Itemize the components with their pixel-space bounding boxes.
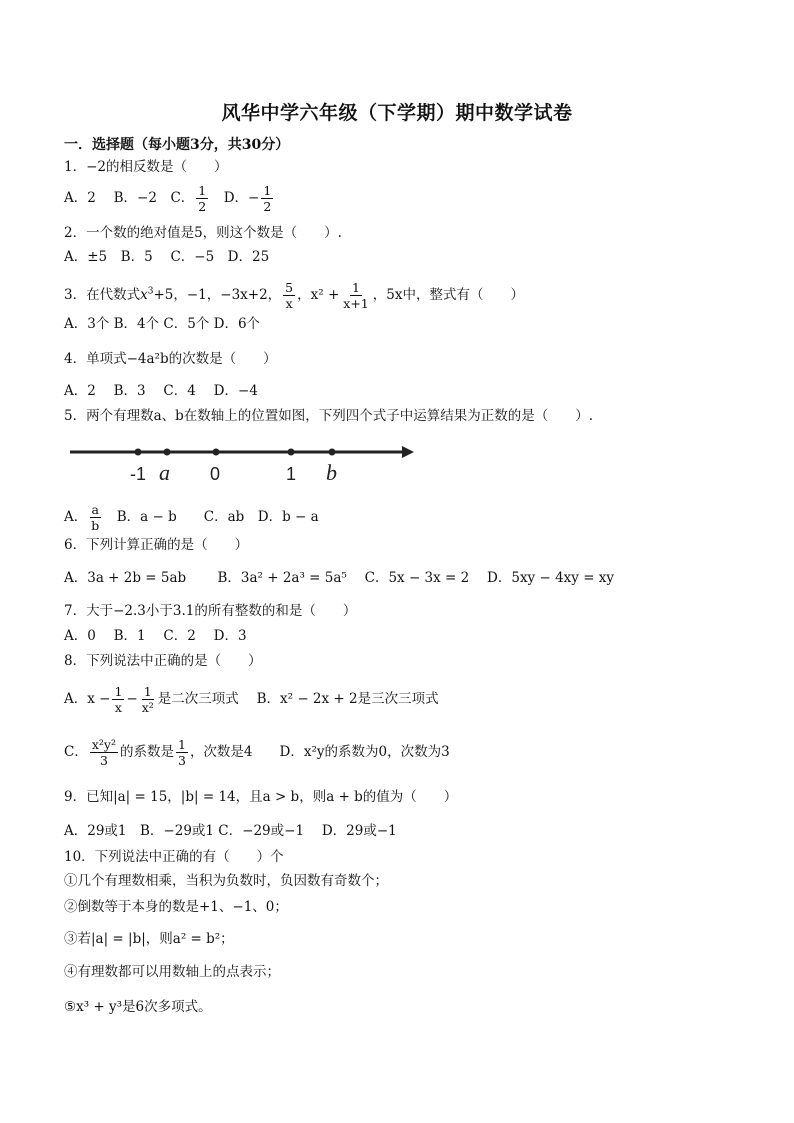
q8-stem: 8．下列说法中正确的是（ ） — [64, 653, 262, 669]
q8-options-ab — [64, 684, 439, 715]
point-a — [164, 449, 171, 456]
label-1: 1 — [286, 464, 297, 484]
frac-num: a — [91, 502, 99, 517]
q6-stem: 6．下列计算正确的是（ ） — [64, 537, 249, 553]
frac-den: 2 — [263, 199, 272, 214]
number-line-figure — [64, 436, 424, 488]
q1-options — [64, 183, 275, 214]
q3-stem-b: +5，−1，−3x+2， — [153, 287, 282, 303]
q4-stem: 4．单项式−4a²b的次数是（ ） — [64, 351, 277, 367]
q1-stem: 1．−2的相反数是（ ） — [64, 159, 228, 175]
frac-den: 2 — [198, 199, 207, 214]
frac-num: 1 — [114, 684, 123, 699]
q7-stem: 7．大于−2.3小于3.1的所有整数的和是（ ） — [64, 603, 357, 619]
q10-item-4: ④有理数都可以用数轴上的点表示； — [64, 964, 280, 980]
point-1 — [288, 449, 295, 456]
q5-option-a: A． — [64, 509, 88, 525]
section-heading: 一．选择题（每小题3分，共30分） — [64, 137, 290, 153]
page-title: 风华中学六年级（下学期）期中数学试卷 — [221, 102, 573, 124]
frac-num: 1 — [198, 183, 207, 198]
q5-stem: 5．两个有理数a、b在数轴上的位置如图，下列四个式子中运算结果为正数的是（ ）. — [64, 408, 594, 424]
frac-num: 1 — [143, 684, 152, 699]
q5-frac — [89, 502, 101, 533]
point-0 — [213, 449, 220, 456]
q8-c-tail: ，次数是4 D．x²y的系数为0，次数为3 — [189, 744, 450, 760]
q9-stem: 9．已知|a| = 15，|b| = 14，且a > b，则a + b的值为（ ） — [64, 789, 458, 805]
q2-options: A．±5 B．5 C．−5 D．25 — [64, 249, 270, 265]
q3-stem-c: ，x² + — [297, 287, 340, 303]
q10-item-2: ②倒数等于本身的数是+1、−1、0； — [64, 899, 288, 915]
q8-options-cd — [64, 737, 450, 768]
label-neg1: -1 — [130, 464, 147, 484]
q5-options — [64, 502, 319, 533]
q9-options: A．29或1 B．−29或1 C．−29或−1 D．29或−1 — [64, 823, 397, 839]
q8-c-mid: 的系数是 — [119, 744, 174, 760]
frac-num: 1 — [263, 183, 272, 198]
q3-stem-d: ，5x中，整式有（ ） — [372, 287, 524, 303]
q8-a-label: A．x − — [64, 691, 111, 707]
frac-den: b — [91, 518, 100, 533]
q7-options: A．0 B．1 C．2 D．3 — [64, 628, 247, 644]
q10-item-5: ⑤x³ + y³是6次多项式。 — [64, 999, 212, 1015]
point-b — [329, 449, 336, 456]
q8-c-label: C． — [64, 744, 88, 760]
label-0: 0 — [210, 464, 221, 484]
frac-num: 5 — [285, 280, 294, 295]
q3-stem: 3．在代数式$x^3+5$，−1，−3x+2， $\frac{5}{x}$ ，x² + $\frac{1}{x+1}$ ，5x中，整式有（ ） — [64, 280, 524, 311]
label-a: a — [159, 460, 170, 485]
q10-item-1: ①几个有理数相乘，当积为负数时，负因数有奇数个； — [64, 873, 388, 889]
label-b: b — [326, 460, 337, 485]
frac-num: 1 — [177, 737, 186, 752]
q10-item-3: ③若|a| = |b|，则a² = b²； — [64, 931, 234, 947]
frac-den: 3 — [99, 753, 108, 768]
q1-frac-d — [261, 183, 273, 214]
arrow-icon — [402, 446, 414, 458]
q1-frac-c — [196, 183, 208, 214]
frac-den: x — [114, 700, 122, 715]
frac-num: x²y² — [91, 737, 116, 752]
frac-den: x — [285, 296, 293, 311]
q8-c-frac-2 — [176, 737, 188, 768]
frac-den: 3 — [177, 753, 186, 768]
q3-stem-a: 3．在代数式 — [64, 287, 141, 303]
q8-c-frac-1 — [90, 737, 118, 768]
q8-a-frac-1 — [112, 684, 124, 715]
q3-frac-2 — [341, 280, 370, 311]
q1-options-ab: A．2 B．−2 C． — [64, 190, 195, 206]
q6-options: A．3a + 2b = 5ab B．3a² + 2a³ = 5a⁵ C．5x − 3x = 2 D．5xy − 4xy = xy — [64, 570, 615, 586]
q4-options: A．2 B．3 C．4 D．−4 — [64, 383, 258, 399]
q2-stem: 2．一个数的绝对值是5，则这个数是（ ）. — [64, 225, 342, 241]
q8-a-mid: − — [126, 691, 138, 707]
q1-option-d: D．− — [210, 190, 260, 206]
frac-den: x² — [141, 700, 154, 715]
q3-options: A．3个 B．4个 C．5个 D．6个 — [64, 316, 261, 332]
frac-num: 1 — [352, 280, 360, 295]
q10-stem: 10．下列说法中正确的有（ ）个 — [64, 849, 284, 865]
point-neg1 — [135, 449, 142, 456]
frac-den: x+1 — [343, 296, 369, 311]
q5-options-rest: B．a − b C．ab D．b − a — [103, 509, 319, 525]
q8-a-tail: 是二次三项式 B．x² − 2x + 2是三次三项式 — [157, 691, 439, 707]
q8-a-frac-2 — [140, 684, 156, 715]
q3-frac-1 — [283, 280, 295, 311]
